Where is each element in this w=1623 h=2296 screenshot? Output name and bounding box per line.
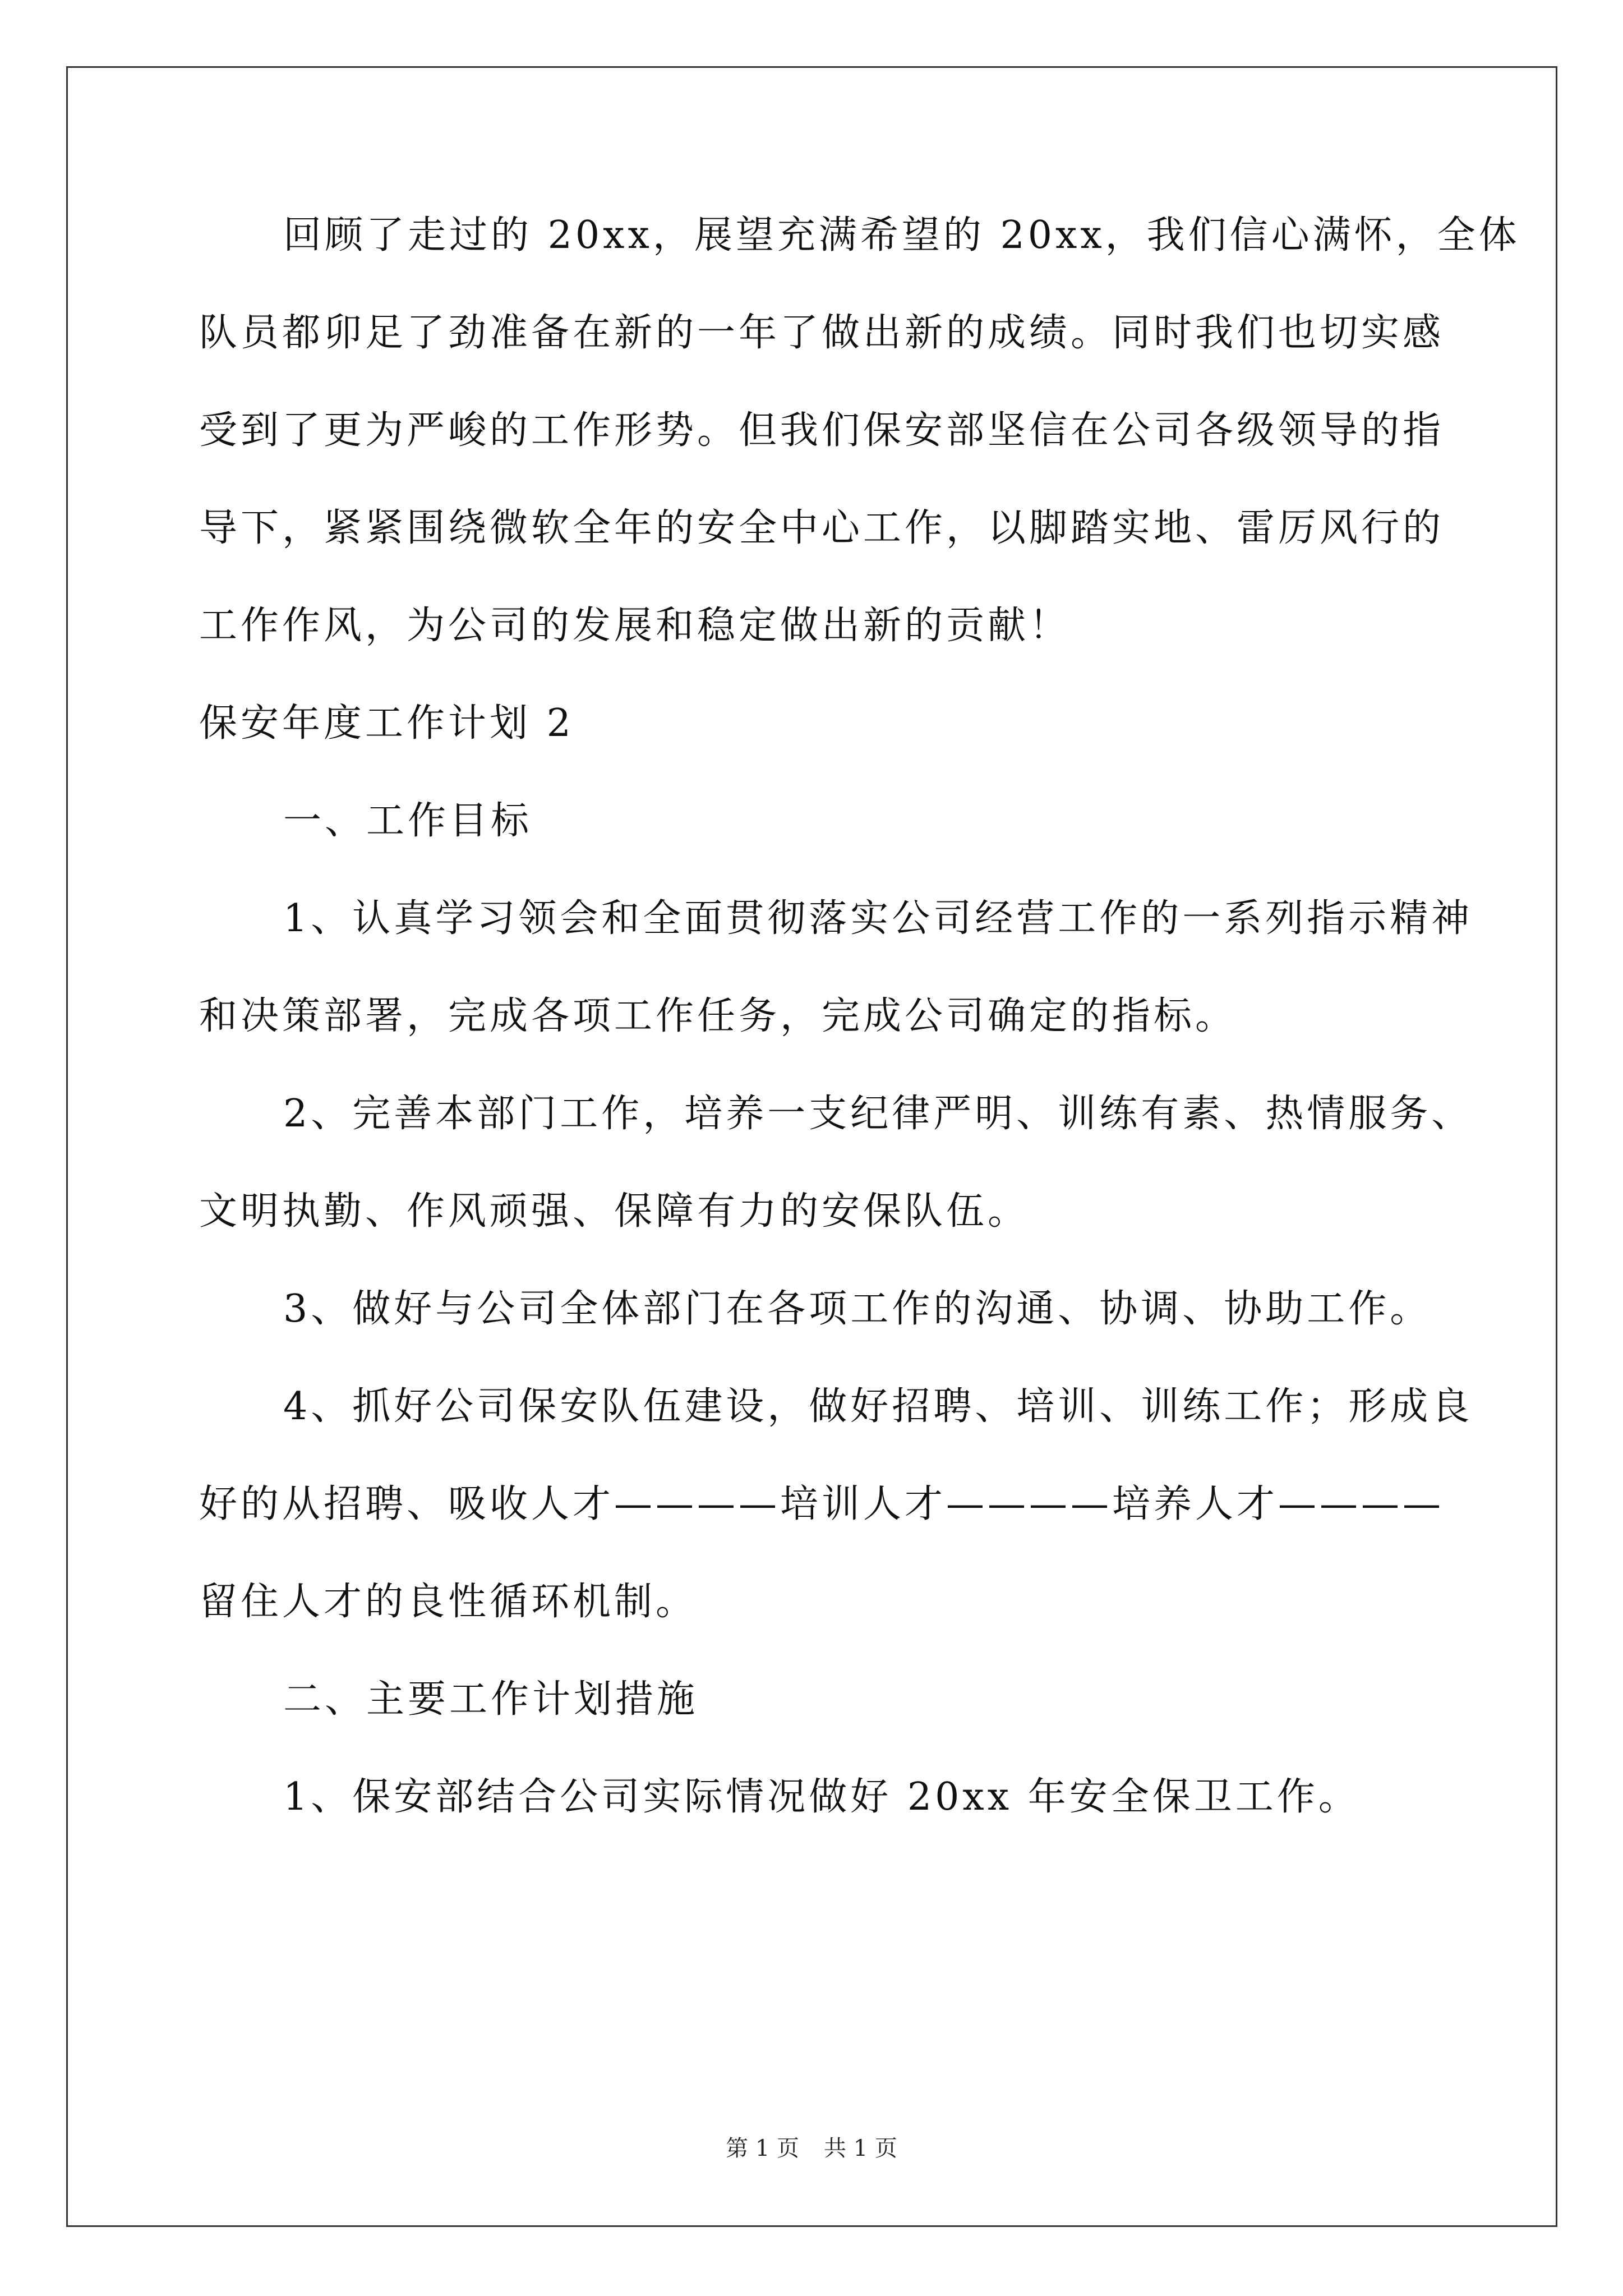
list-item-line: 4、抓好公司保安队伍建设，做好招聘、培训、训练工作；形成良	[283, 1384, 1473, 1429]
page-number: 第 1 页	[726, 2136, 799, 2161]
heading-main-measures: 二、主要工作计划措施	[283, 1677, 699, 1722]
page-total: 共 1 页	[824, 2136, 897, 2161]
page-footer	[0, 2134, 1623, 2162]
list-item-line: 和决策部署，完成各项工作任务，完成公司确定的指标。	[199, 994, 1237, 1038]
list-item-line: 3、做好与公司全体部门在各项工作的沟通、协调、协助工作。	[283, 1287, 1432, 1331]
page-border	[66, 66, 1557, 2227]
list-item-line: 好的从招聘、吸收人才————培训人才————培养人才————	[199, 1482, 1445, 1526]
paragraph-line: 导下，紧紧围绕微软全年的安全中心工作，以脚踏实地、雷厉风行的	[199, 506, 1445, 550]
paragraph-line: 工作作风，为公司的发展和稳定做出新的贡献！	[199, 604, 1071, 648]
list-item-line: 留住人才的良性循环机制。	[199, 1580, 698, 1624]
section-title: 保安年度工作计划 2	[199, 701, 574, 746]
list-item-line: 2、完善本部门工作，培养一支纪律严明、训练有素、热情服务、	[283, 1092, 1473, 1136]
heading-work-goals: 一、工作目标	[283, 799, 533, 843]
paragraph-line: 回顾了走过的 20xx，展望充满希望的 20xx，我们信心满怀，全体	[283, 213, 1520, 257]
paragraph-line: 受到了更为严峻的工作形势。但我们保安部坚信在公司各级领导的指	[199, 408, 1445, 453]
paragraph-line: 队员都卯足了劲准备在新的一年了做出新的成绩。同时我们也切实感	[199, 311, 1445, 355]
list-item-line: 1、保安部结合公司实际情况做好 20xx 年安全保卫工作。	[283, 1775, 1360, 1819]
list-item-line: 1、认真学习领会和全面贯彻落实公司经营工作的一系列指示精神	[283, 896, 1473, 941]
list-item-line: 文明执勤、作风顽强、保障有力的安保队伍。	[199, 1189, 1030, 1234]
